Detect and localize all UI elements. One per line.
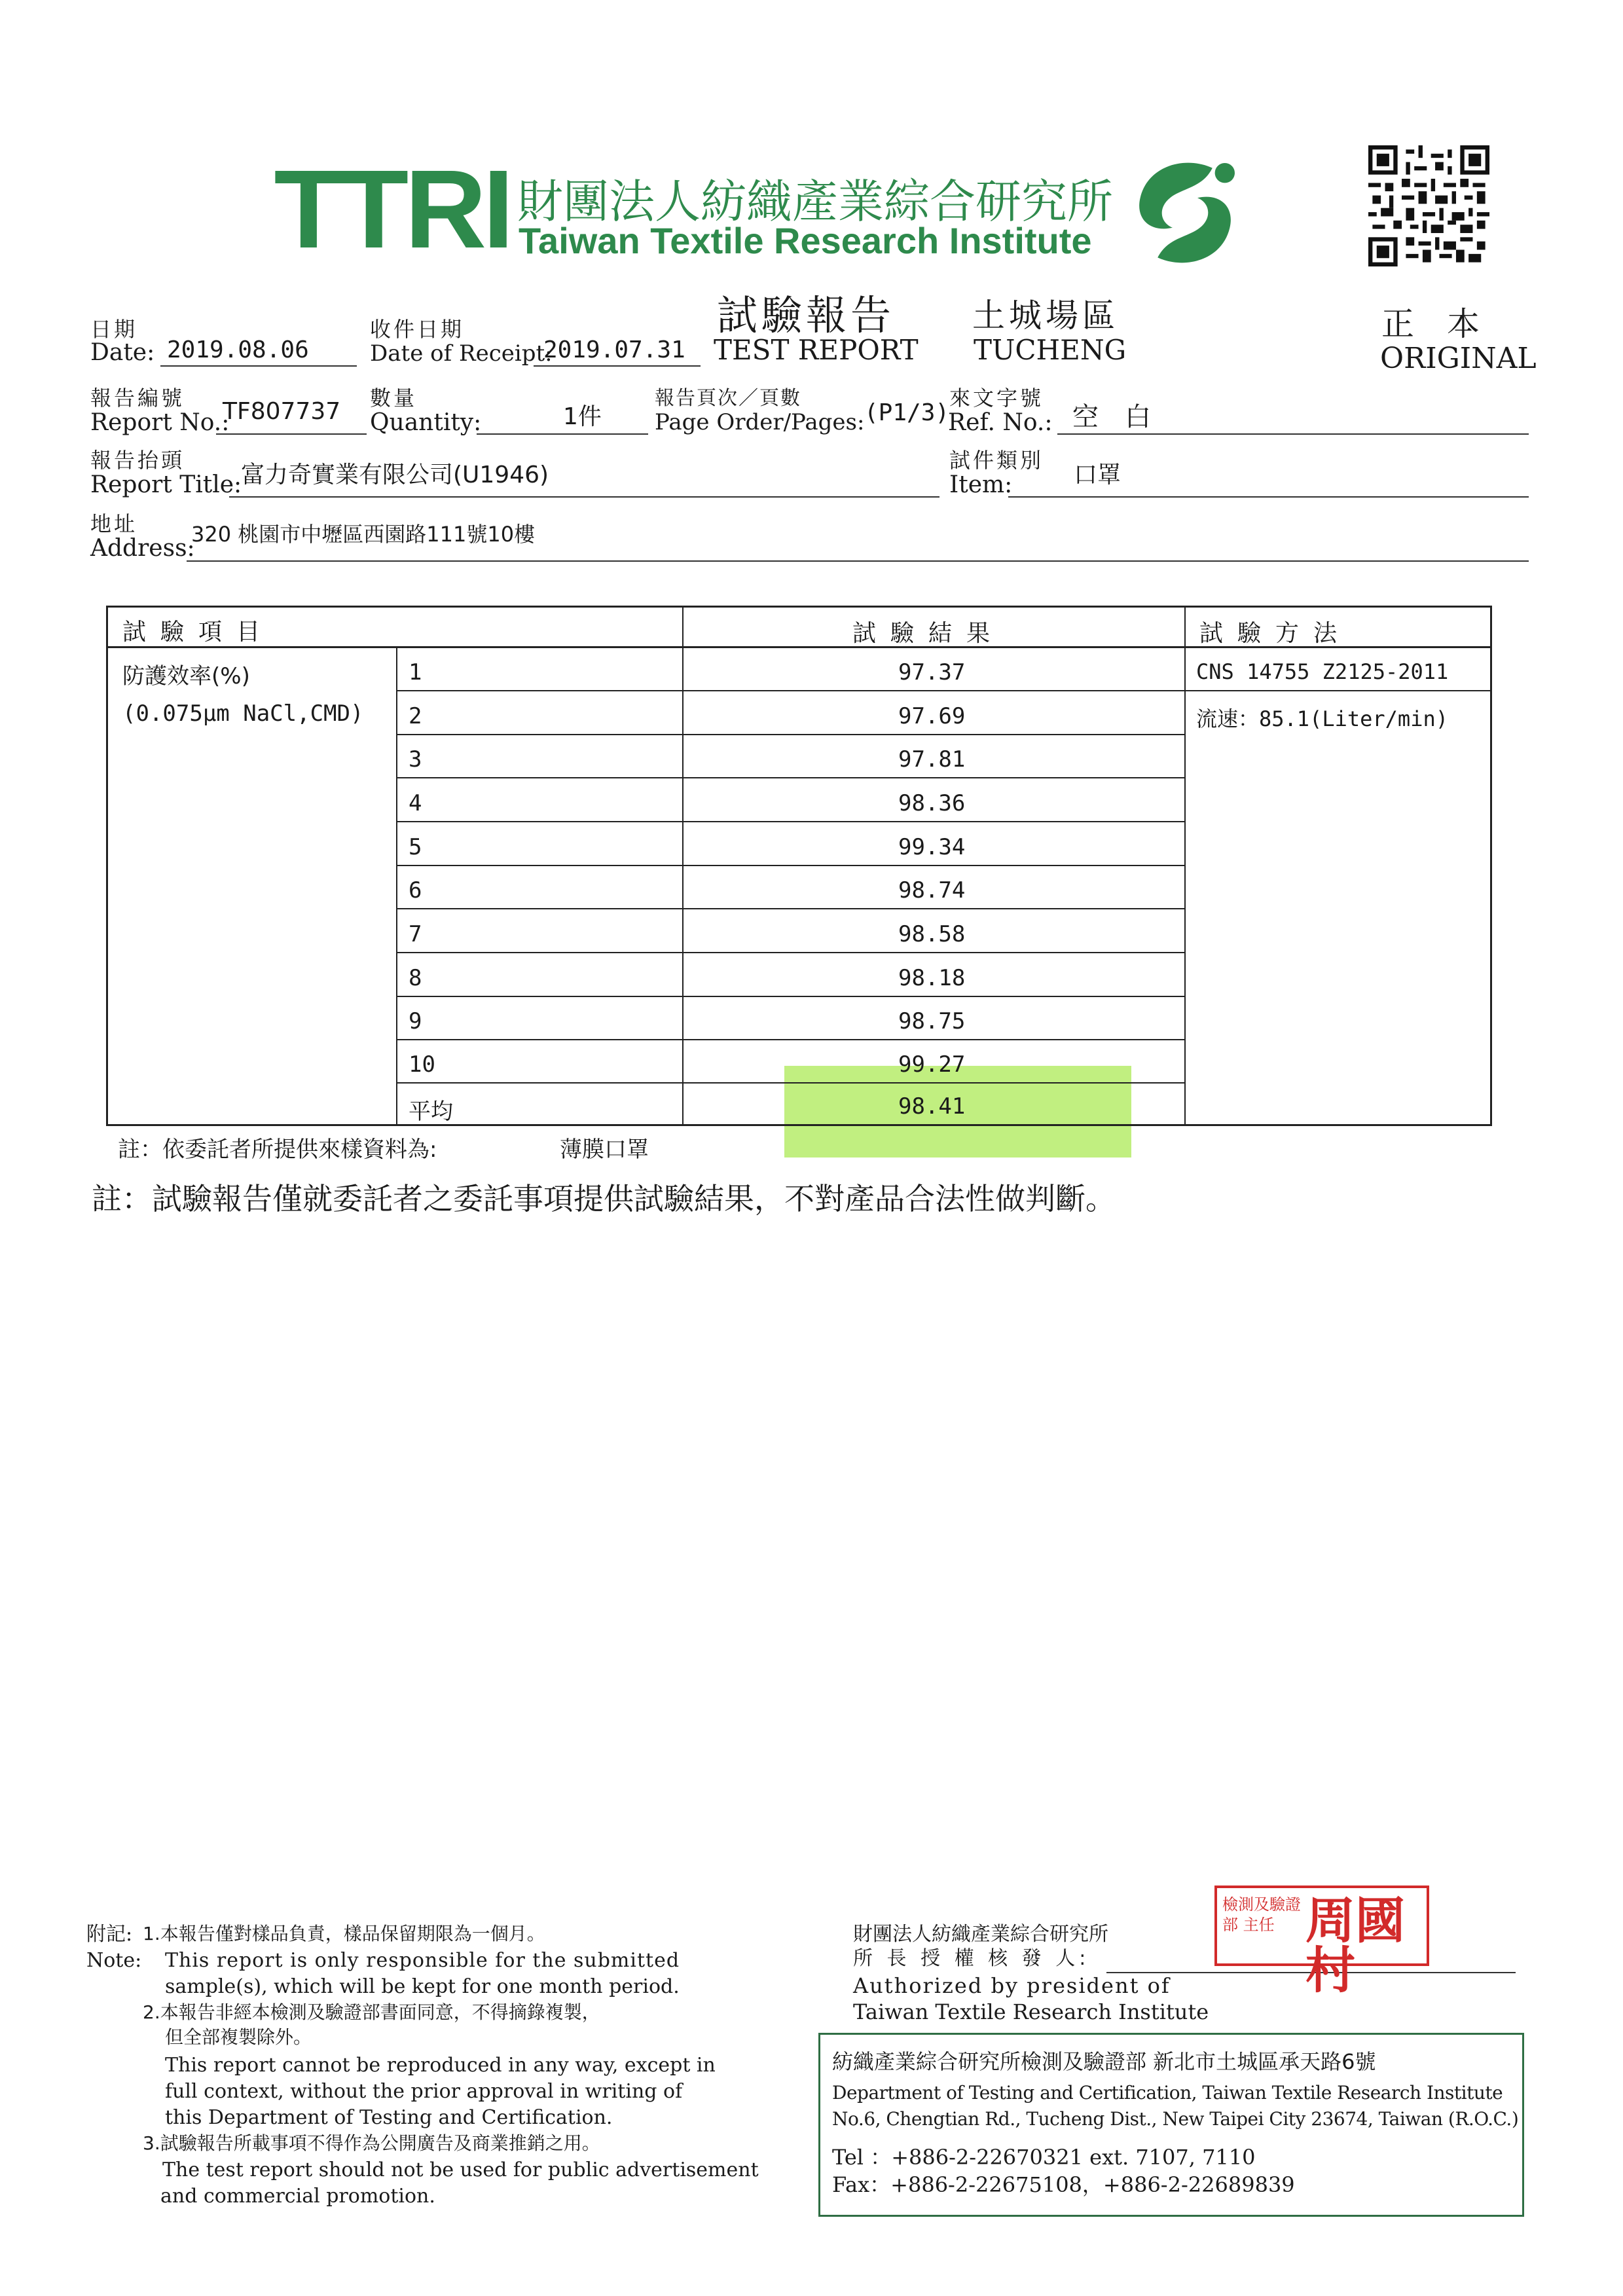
receipt-underline [534, 365, 701, 367]
stamp-title: 檢測及驗證部 主任 [1222, 1895, 1301, 1935]
table-row-no: 10 [409, 1051, 435, 1078]
sample-note-label: 註：依委託者所提供來樣資料為: [118, 1137, 437, 1163]
table-row-average-label: 平均 [409, 1099, 453, 1125]
item-label-zh: 試件類別 [949, 448, 1044, 473]
receipt-label-zh: 收件日期 [370, 317, 465, 342]
report-no-label-zh: 報告編號 [90, 386, 185, 410]
qr-code-icon [1368, 145, 1489, 266]
footer-note-3-en-b: and commercial promotion. [160, 2185, 435, 2208]
table-row-no: 6 [409, 877, 422, 903]
quantity-label-en: Quantity: [370, 409, 482, 436]
date-underline [160, 365, 357, 367]
original-zh: 正 本 [1381, 305, 1480, 343]
auth-institute-en: Taiwan Textile Research Institute [853, 1999, 1209, 2024]
table-row-no: 9 [409, 1008, 422, 1034]
dept-address-en: No.6, Chengtian Rd., Tucheng Dist., New Taipei City 23674, Taiwan (R.O.C.) [832, 2108, 1519, 2130]
table-row-no: 1 [409, 659, 422, 685]
footer-note-1-en-a: This report is only responsible for the submitted [165, 1949, 680, 1972]
ttri-logo-text: TTRI [274, 147, 511, 272]
table-row-no: 3 [409, 746, 422, 773]
footer-note-prefix-en: Note: [86, 1949, 142, 1972]
column-header-method: 試驗方法 [1199, 620, 1352, 647]
test-method-flow: 流速：85.1(Liter/min) [1196, 706, 1448, 731]
ref-no-label-en: Ref. No.: [948, 409, 1053, 436]
table-row-value: 99.27 [898, 1051, 966, 1078]
auth-institute-zh: 財團法人紡織產業綜合研究所 [853, 1923, 1108, 1946]
page-label-zh: 報告頁次／頁數 [655, 387, 801, 410]
footer-note-2-en-b: full context, without the prior approval in writing of [165, 2080, 683, 2103]
footer-note-2-en-a: This report cannot be reproduced in any way, except in [165, 2054, 716, 2077]
quantity-label-zh: 數量 [370, 386, 418, 410]
report-title-en: TEST REPORT [714, 334, 919, 366]
footer-note-1-zh: 1.本報告僅對樣品負責，樣品保留期限為一個月。 [143, 1923, 545, 1944]
ref-no-underline [1057, 433, 1529, 435]
table-row-value: 97.69 [898, 703, 966, 729]
address-label-zh: 地址 [90, 511, 138, 536]
table-row-value: 97.81 [898, 746, 966, 773]
ttri-swirl-logo-icon [1123, 151, 1247, 275]
report-no-underline [216, 433, 367, 435]
sample-note-value: 薄膜口罩 [560, 1137, 649, 1163]
column-header-item: 試驗項目 [122, 619, 275, 646]
table-row-value: 97.37 [898, 659, 966, 685]
department-contact-box [818, 2033, 1524, 2217]
table-row-value: 98.75 [898, 1008, 966, 1034]
ref-no-label-zh: 來文字號 [949, 386, 1044, 410]
ref-no-value: 空 白 [1072, 402, 1151, 432]
report-title-underline [229, 496, 939, 498]
date-value: 2019.08.06 [167, 337, 309, 363]
site-name-en: TUCHENG [974, 334, 1127, 366]
results-table [106, 606, 1492, 1126]
report-no-label-en: Report No.: [90, 409, 230, 436]
item-label-en: Item: [949, 471, 1013, 498]
column-header-result: 試驗結果 [852, 620, 1005, 647]
page-value: (P1/3) [864, 399, 950, 426]
item-underline [1008, 496, 1529, 498]
date-label-en: Date: [90, 339, 155, 366]
institute-name-zh: 財團法人紡織產業綜合研究所 [517, 175, 1113, 228]
report-title-label-en: Report Title: [90, 471, 242, 498]
stamp-name: 周國村 [1305, 1891, 1405, 1999]
table-row-no: 2 [409, 703, 422, 729]
table-row-no: 8 [409, 965, 422, 991]
table-row-value: 98.58 [898, 921, 966, 947]
dept-name-en: Department of Testing and Certification, Taiwan Textile Research Institute [832, 2082, 1503, 2104]
table-row-average-value: 98.41 [898, 1093, 966, 1120]
test-item-name: 防護效率(%) [122, 663, 250, 689]
table-row-value: 99.34 [898, 834, 966, 860]
table-row-value: 98.18 [898, 965, 966, 991]
receipt-value: 2019.07.31 [543, 337, 685, 363]
original-en: ORIGINAL [1380, 342, 1537, 375]
director-seal-stamp [1214, 1886, 1429, 1999]
site-name-zh: 土城場區 [972, 297, 1119, 335]
dept-address-zh: 紡織產業綜合研究所檢測及驗證部 新北市土城區承天路6號 [832, 2049, 1376, 2074]
footer-note-2-en-c: this Department of Testing and Certification. [165, 2106, 613, 2129]
item-value: 口罩 [1074, 462, 1122, 488]
footer-note-3-zh: 3.試驗報告所載事項不得作為公開廣告及商業推銷之用。 [143, 2132, 600, 2154]
table-row-value: 98.36 [898, 790, 966, 816]
footer-note-2-zh-a: 2.本報告非經本檢測及驗證部書面同意，不得摘錄複製， [143, 2001, 600, 2023]
table-row-no: 5 [409, 834, 422, 860]
footer-note-prefix-zh: 附記: [86, 1923, 133, 1946]
address-value: 320 桃園市中壢區西園路111號10樓 [191, 522, 536, 547]
date-label-zh: 日期 [90, 317, 138, 342]
test-item-condition: (0.075μm NaCl,CMD) [122, 701, 364, 727]
institute-name-en: Taiwan Textile Research Institute [519, 220, 1092, 261]
table-row-no: 4 [409, 790, 422, 816]
disclaimer-note: 註：試驗報告僅就委託者之委託事項提供試驗結果，不對產品合法性做判斷。 [92, 1181, 1116, 1216]
auth-role-en: Authorized by president of [853, 1973, 1171, 1998]
test-method-standard: CNS 14755 Z2125-2011 [1196, 659, 1449, 684]
quantity-underline [477, 433, 648, 435]
page-label-en: Page Order/Pages: [655, 409, 865, 435]
address-label-en: Address: [90, 535, 195, 562]
report-no-value: TF807737 [223, 398, 341, 425]
report-title-label-zh: 報告抬頭 [90, 448, 185, 473]
report-title-value: 富力奇實業有限公司(U1946) [241, 462, 549, 488]
auth-role-zh: 所 長 授 權 核 發 人: [853, 1947, 1090, 1970]
footer-note-3-en-a: The test report should not be used for public advertisement [162, 2159, 759, 2181]
table-row-no: 7 [409, 921, 422, 947]
quantity-value: 1件 [563, 403, 602, 430]
footer-note-1-en-b: sample(s), which will be kept for one month period. [165, 1975, 680, 1998]
footer-note-2-zh-b: 但全部複製除外。 [165, 2026, 312, 2048]
dept-tel: Tel ：+886-2-22670321 ext. 7107, 7110 [832, 2145, 1256, 2170]
receipt-label-en: Date of Receipt: [370, 340, 553, 367]
report-title-zh: 試驗報告 [717, 291, 896, 339]
address-underline [187, 560, 1529, 562]
table-row-value: 98.74 [898, 877, 966, 903]
dept-fax: Fax：+886-2-22675108，+886-2-22689839 [832, 2172, 1295, 2197]
